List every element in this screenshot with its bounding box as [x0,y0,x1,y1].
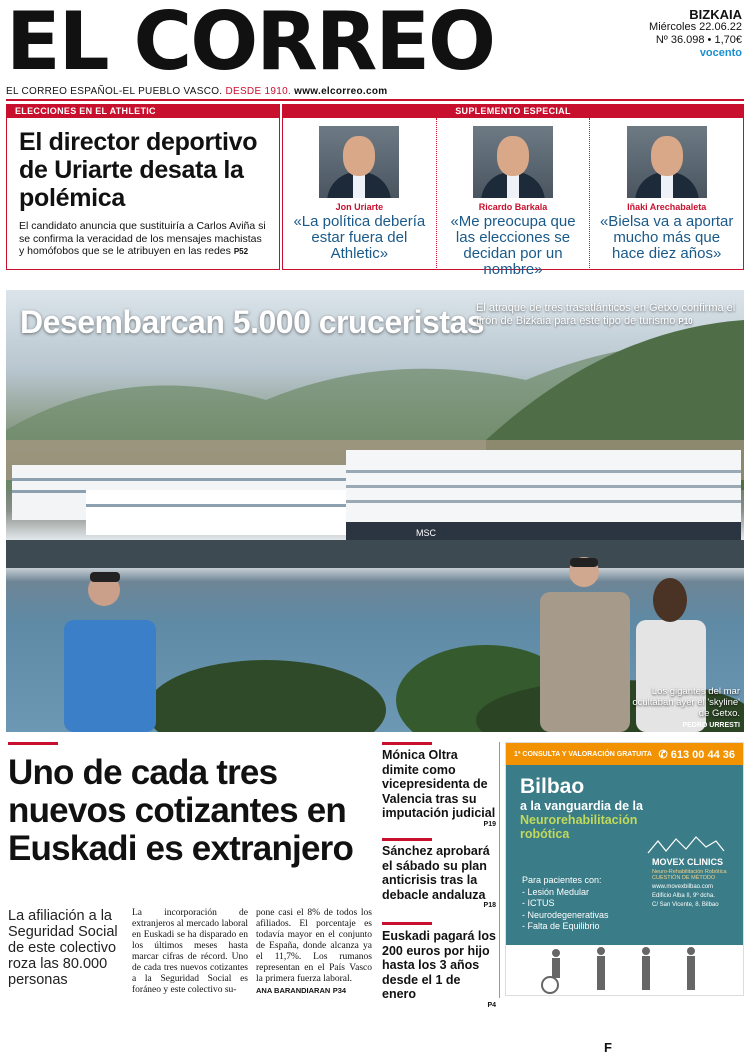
person-card[interactable] [589,118,743,270]
brief-headline: Sánchez aprobará el sábado su plan anticrisis tras la debacle andaluza [382,844,490,902]
ad-list-item: - Neurodegenerativas [522,909,609,920]
ad-strap [506,743,743,765]
person-card[interactable] [283,118,436,270]
brief-accent-bar [382,838,432,841]
ad-address-line: Edificio Alba II, 9º dcha. [652,893,715,899]
photo-credit: PEDRO URRESTI [682,722,740,729]
brief-headline: Mónica Oltra dimite como vicepresidenta de Valencia tras su imputación judicial [382,748,496,820]
main-accent-bar [8,742,58,745]
person-quote: «La política debería estar fuera del Athletic» [293,213,426,262]
main-body-col2-text: pone casi el 8% de todos los afiliados. El porcentaje es todavía mayor en el conjunto de España, donde alcanza ya el 11,7%. Los rumanos representan en el País Vasco la primera fuerza laboral. [256,908,372,984]
section-mark: F [604,1040,612,1055]
lead-kicker: ELECCIONES EN EL ATHLETIC [7,105,279,118]
clinic-advertisement[interactable] [505,742,744,996]
tagline-since: DESDE 1910. [225,86,292,97]
brief-item[interactable] [382,929,496,1009]
byline: ANA BARANDIARAN [256,986,331,995]
ad-line3: robótica [520,827,570,841]
supplement-kicker: SUPLEMENTO ESPECIAL [283,105,743,118]
ad-address-line: C/ San Vicente, 8. Bilbao [652,902,719,908]
lead-headline[interactable]: El director deportivo de Uriarte desata la polémica [19,128,258,212]
hero-summary [476,302,736,328]
portrait-photo [473,126,553,198]
hero-page-ref: P10 [678,317,693,326]
brief-item[interactable] [382,748,496,828]
ad-line2: Neurorehabilitación [520,813,638,827]
neuron-logo-icon [646,835,726,857]
ad-body [506,765,743,945]
lead-summary [7,212,279,259]
ad-brand-tag: CUESTIÓN DE MÉTODO [652,875,716,881]
main-body-col2 [256,908,372,997]
main-page-ref: P34 [332,986,347,995]
vocento-logo: vocento [699,47,742,59]
brief-item[interactable] [382,844,496,909]
edition-region: BIZKAIA [689,7,742,22]
ad-list-item: - Falta de Equilibrio [522,921,600,931]
supplement-box [282,104,744,278]
ad-address [652,883,719,910]
ad-list-item: - ICTUS [522,898,555,908]
brief-accent-bar [382,742,432,745]
person-card[interactable] [436,118,590,278]
ad-line1: a la vanguardia de la [520,799,643,813]
brief-page-ref: P18 [483,902,496,909]
tagline-text: EL CORREO ESPAÑOL-EL PUEBLO VASCO. [6,86,223,97]
ad-phone[interactable]: ✆ 613 00 44 36 [658,748,735,761]
tagline [6,86,387,97]
ad-condition-list [522,875,609,933]
main-body-col1: La incorporación de extranjeros al mercado laboral en Euskadi se ha disparado en los últimos meses hasta marcar cifras de récord. Uno de cada tres nuevos cotizantes a la Seguridad Social es foráneo y este colectivo su- [132,908,248,995]
lead-page-ref: P52 [233,247,249,256]
ad-web[interactable]: www.movexbilbao.com [652,884,714,890]
ad-list-item: - Lesión Medular [522,886,590,897]
cruise-ship-scene [6,290,744,732]
main-subhead: La afiliación a la Seguridad Social de este colectivo roza las 80.000 personas [8,908,118,988]
brief-headline: Euskadi pagará los 200 euros por hijo hasta los 3 años desde el 1 de enero [382,929,496,1001]
person-name: Jon Uriarte [335,202,384,212]
ad-strap-text: 1ª CONSULTA Y VALORACIÓN GRATUITA [514,750,652,758]
ad-city: Bilbao [520,775,585,798]
brief-page-ref: P19 [483,820,496,828]
brief-accent-bar [382,922,432,925]
hero-photo[interactable] [6,290,744,732]
ad-phone-number: 613 00 44 36 [670,748,735,761]
ad-list-title: Para pacientes con: [522,875,602,885]
rehab-figures-illustration [506,945,745,995]
person-quote: «Bielsa va a aportar mucho más que hace diez años» [599,213,734,262]
edition-issue: Nº 36.098 • 1,70€ [655,34,742,46]
brief-page-ref: P4 [487,1001,496,1009]
hero-summary-text: El atraque de tres trasatlánticos en Getxo confirma el tirón de Bizkaia para este tipo de turismo [476,302,736,327]
masthead [6,0,746,88]
person-quote: «Me preocupa que las elecciones se decidan por un nombre» [450,213,576,278]
person-name: Ricardo Barkala [478,202,548,212]
edition-date: Miércoles 22.06.22 [649,21,742,33]
ad-brand-sub-text: Neuro-Rehabilitación Robótica [652,869,727,875]
lead-story[interactable] [6,104,280,270]
top-divider [6,99,744,101]
column-divider [499,742,500,998]
site-url[interactable]: www.elcorreo.com [294,86,388,97]
person-name: Iñaki Arechabaleta [627,202,707,212]
lead-summary-text: El candidato anuncia que sustituiría a Carlos Aviña si se confirma la veracidad de los mensajes machistas y homófobos que se le atribuyen en las redes [19,220,266,257]
ad-brand: MOVEX CLINICS [652,857,724,867]
portrait-photo [319,126,399,198]
portrait-photo [627,126,707,198]
ad-brand-sub [652,869,727,881]
main-headline[interactable]: Uno de cada tres nuevos cotizantes en Euskadi es extranjero [8,753,354,868]
hero-headline[interactable]: Desembarcan 5.000 cruceristas [20,304,485,340]
edition-info [649,8,742,60]
ship-name: MSC [416,528,436,538]
photo-caption: Los gigantes del mar ocultaban ayer el 'skyline' de Getxo. [632,686,740,719]
newspaper-logo[interactable]: EL CORREO [6,0,495,88]
